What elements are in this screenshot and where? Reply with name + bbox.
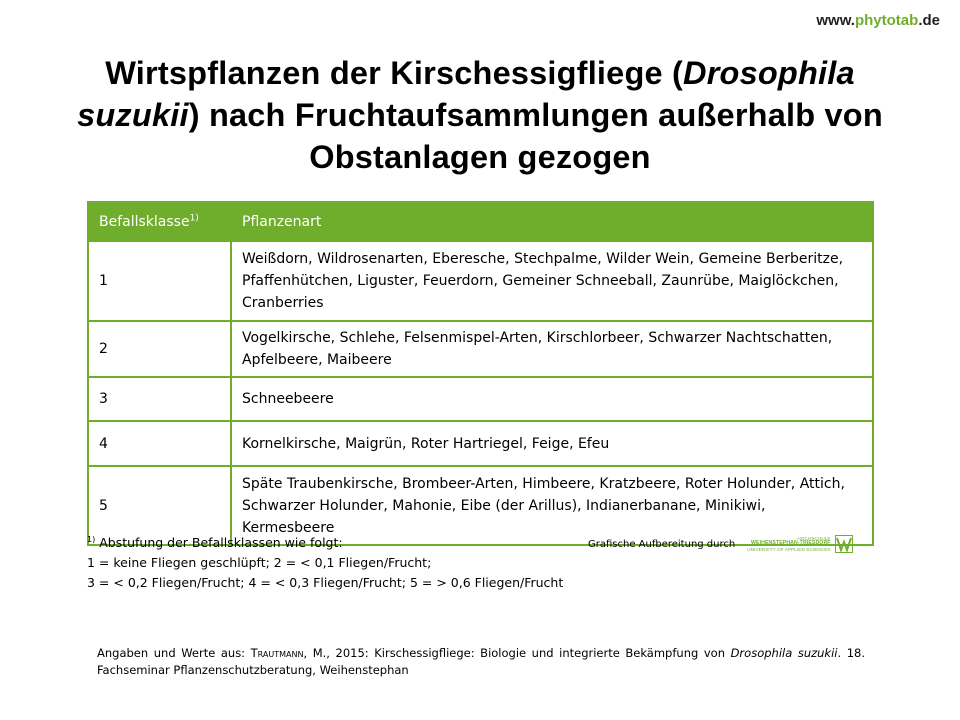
title-species: Drosophila suzukii <box>77 55 855 133</box>
title-part2: ) nach Fruchtaufsammlungen außerhalb von Obstanlagen gezogen <box>188 97 883 175</box>
row-plants: Kornelkirsche, Maigrün, Roter Hartriegel, Feige, Efeu <box>231 421 873 466</box>
table-row <box>88 241 873 321</box>
site-url-suffix: .de <box>918 12 940 29</box>
footnote-line-3: 3 = < 0,2 Fliegen/Frucht; 4 = < 0,3 Fliegen/Frucht; 5 = > 0,6 Fliegen/Frucht <box>87 575 564 590</box>
row-plants: Schneebeere <box>231 377 873 421</box>
row-class: 2 <box>88 321 231 377</box>
row-class: 1 <box>88 241 231 321</box>
site-url[interactable] <box>816 12 940 29</box>
host-plant-table <box>87 201 874 546</box>
page-title <box>40 52 920 178</box>
hswt-logo-line2: WEIHENSTEPHAN-TRIESDORF <box>751 540 831 547</box>
row-class: 3 <box>88 377 231 421</box>
table-row <box>88 377 873 421</box>
row-plants: Vogelkirsche, Schlehe, Felsenmispel-Arten, Kirschlorbeer, Schwarzer Nachtschatten, Apfelbeere, Maibeere <box>231 321 873 377</box>
header-class-footnote-marker: 1) <box>189 212 199 223</box>
footnote-intro: Abstufung der Befallsklassen wie folgt: <box>95 535 343 550</box>
hswt-logo-icon <box>835 535 853 553</box>
source-suffix: . 18. Fachseminar Pflanzenschutzberatung, Weihenstephan <box>97 646 866 677</box>
graphic-credit <box>588 535 853 553</box>
source-species: Drosophila suzukii <box>730 646 838 660</box>
hswt-logo <box>747 535 852 553</box>
credit-text: Grafische Aufbereitung durch <box>588 538 736 550</box>
header-class-label: Befallsklasse <box>99 213 190 230</box>
row-plants: Späte Traubenkirsche, Brombeer-Arten, Himbeere, Kratzbeere, Roter Holunder, Attich, Schwarzer Holunder, Mahonie, Eibe (der Arillus), Indianerbanane, Minikiwi, Kermesbeere <box>231 466 873 545</box>
footnote-line-2: 1 = keine Fliegen geschlüpft; 2 = < 0,1 Fliegen/Frucht; <box>87 555 432 570</box>
site-url-brand: phytotab <box>854 12 919 29</box>
table-row <box>88 421 873 466</box>
site-url-prefix: www. <box>816 12 855 29</box>
source-author: Trautmann <box>250 646 304 660</box>
table-row <box>88 321 873 377</box>
hswt-logo-text <box>747 536 830 552</box>
header-plant-species: Pflanzenart <box>231 202 873 241</box>
header-infestation-class <box>88 202 231 241</box>
row-class: 5 <box>88 466 231 545</box>
source-prefix: Angaben und Werte aus: <box>97 646 251 660</box>
hswt-logo-line3: UNIVERSITY OF APPLIED SCIENCES <box>747 546 831 552</box>
source-citation <box>97 645 865 679</box>
row-plants: Weißdorn, Wildrosenarten, Eberesche, Stechpalme, Wilder Wein, Gemeine Berberitze, Pfaffenhütchen, Liguster, Feuerdorn, Gemeiner Schneeball, Zaunrübe, Maiglöckchen, Cranberries <box>231 241 873 321</box>
table-header-row <box>88 202 873 241</box>
title-part1: Wirtspflanzen der Kirschessigfliege ( <box>105 55 684 91</box>
footnote-marker: 1) <box>87 534 96 544</box>
hswt-logo-line1: HOCHSCHULE <box>797 536 831 542</box>
source-mid: , M., 2015: Kirschessigfliege: Biologie und integrierte Bekämpfung von <box>303 646 731 660</box>
row-class: 4 <box>88 421 231 466</box>
